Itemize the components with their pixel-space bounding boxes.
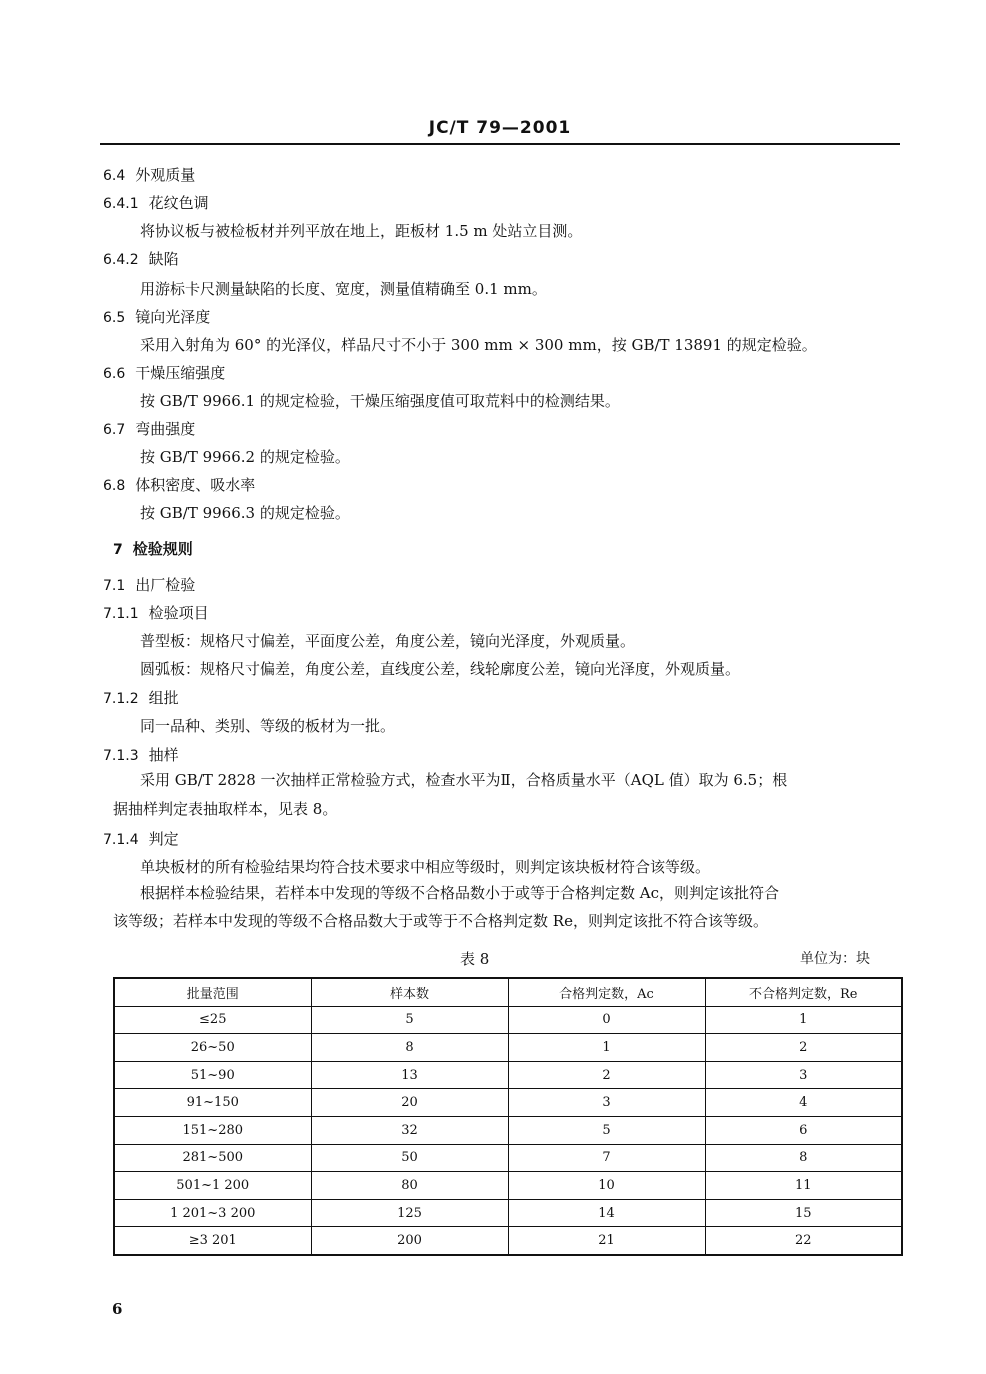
table-row <box>114 1172 902 1200</box>
section-heading <box>103 745 179 766</box>
cell-accept-number: 0 <box>508 1006 705 1034</box>
section-heading <box>113 539 193 560</box>
cell-reject-number: 3 <box>705 1061 902 1089</box>
section-title: 外观质量 <box>135 166 196 184</box>
paragraph-text: 采用入射角为 60° 的光泽仪，样品尺寸不小于 300 mm × 300 mm，按 GB/T 13891 的规定检验。 <box>140 336 817 354</box>
cell-lot-range: ≥3 201 <box>114 1227 311 1255</box>
section-heading <box>103 249 179 270</box>
section-title: 弯曲强度 <box>135 420 196 438</box>
section-heading <box>103 193 209 214</box>
paragraph-text: 将协议板与被检板材并列平放在地上，距板材 1.5 m 处站立目测。 <box>140 222 583 240</box>
paragraph-text: 据抽样判定表抽取样本，见表 8。 <box>113 800 338 818</box>
body-paragraph-line <box>140 221 582 241</box>
section-title: 花纹色调 <box>148 194 209 212</box>
cell-accept-number: 21 <box>508 1227 705 1255</box>
paragraph-text: 按 GB/T 9966.3 的规定检验。 <box>140 504 350 522</box>
table-row <box>114 1199 902 1227</box>
body-paragraph-line <box>140 335 817 355</box>
table-caption: 表 8 <box>460 950 490 968</box>
standard-code-header: JC/T 79—2001 <box>428 118 572 138</box>
section-number: 6.5 <box>103 310 126 326</box>
section-heading <box>103 419 195 440</box>
paragraph-text: 圆弧板：规格尺寸偏差，角度公差，直线度公差，线轮廓度公差，镜向光泽度，外观质量。 <box>140 660 741 678</box>
paragraph-text: 根据样本检验结果，若样本中发现的等级不合格品数小于或等于合格判定数 Ac，则判定该批符合 <box>140 884 780 902</box>
body-paragraph-line <box>140 391 620 411</box>
section-number: 7.1.3 <box>103 748 139 764</box>
cell-lot-range: ≤25 <box>114 1006 311 1034</box>
paragraph-text: 普型板：规格尺寸偏差，平面度公差，角度公差，镜向光泽度，外观质量。 <box>140 632 636 650</box>
cell-sample-size: 5 <box>311 1006 508 1034</box>
body-paragraph-line <box>140 631 635 651</box>
section-title: 判定 <box>148 830 179 848</box>
cell-reject-number: 15 <box>705 1199 902 1227</box>
section-number: 7.1.2 <box>103 691 139 707</box>
cell-reject-number: 2 <box>705 1034 902 1062</box>
body-paragraph-line <box>140 279 547 299</box>
paragraph-text: 该等级；若样本中发现的等级不合格品数大于或等于不合格判定数 Re，则判定该批不符合该等级。 <box>113 912 768 930</box>
cell-accept-number: 14 <box>508 1199 705 1227</box>
body-paragraph-line <box>140 659 740 679</box>
cell-sample-size: 8 <box>311 1034 508 1062</box>
paragraph-text: 用游标卡尺测量缺陷的长度、宽度，测量值精确至 0.1 mm。 <box>140 280 547 298</box>
body-paragraph-line <box>113 799 337 819</box>
cell-lot-range: 1 201~3 200 <box>114 1199 311 1227</box>
body-paragraph-line <box>140 770 787 790</box>
section-title: 体积密度、吸水率 <box>135 476 256 494</box>
section-number: 7.1.4 <box>103 832 139 848</box>
section-title: 干燥压缩强度 <box>135 364 226 382</box>
section-number: 6.4.1 <box>103 196 139 212</box>
table-row <box>114 1089 902 1117</box>
header-lot-range: 批量范围 <box>114 978 311 1006</box>
header-sample-size: 样本数 <box>311 978 508 1006</box>
cell-accept-number: 3 <box>508 1089 705 1117</box>
sampling-table <box>113 977 903 1256</box>
body-paragraph-line <box>140 503 350 523</box>
table-row <box>114 1006 902 1034</box>
page-number: 6 <box>112 1300 123 1318</box>
cell-sample-size: 125 <box>311 1199 508 1227</box>
section-heading <box>103 688 179 709</box>
header-rule <box>100 143 900 145</box>
cell-lot-range: 26~50 <box>114 1034 311 1062</box>
body-paragraph-line <box>140 716 395 736</box>
body-paragraph-line <box>140 883 779 903</box>
cell-accept-number: 10 <box>508 1172 705 1200</box>
cell-sample-size: 20 <box>311 1089 508 1117</box>
section-heading <box>103 307 210 328</box>
table-body <box>114 1006 902 1255</box>
section-title: 出厂检验 <box>135 576 196 594</box>
cell-lot-range: 501~1 200 <box>114 1172 311 1200</box>
cell-lot-range: 91~150 <box>114 1089 311 1117</box>
section-heading <box>103 829 179 850</box>
cell-sample-size: 50 <box>311 1144 508 1172</box>
table-row <box>114 1034 902 1062</box>
section-heading <box>103 603 209 624</box>
cell-reject-number: 22 <box>705 1227 902 1255</box>
table-row <box>114 1144 902 1172</box>
section-title: 镜向光泽度 <box>135 308 211 326</box>
header-accept-number: 合格判定数，Ac <box>508 978 705 1006</box>
cell-lot-range: 281~500 <box>114 1144 311 1172</box>
section-number: 7.1.1 <box>103 606 139 622</box>
cell-reject-number: 1 <box>705 1006 902 1034</box>
section-number: 6.8 <box>103 478 126 494</box>
paragraph-text: 按 GB/T 9966.2 的规定检验。 <box>140 448 350 466</box>
table-row <box>114 1227 902 1255</box>
table-header-row <box>114 978 902 1006</box>
section-title: 抽样 <box>148 746 179 764</box>
cell-sample-size: 32 <box>311 1116 508 1144</box>
cell-lot-range: 51~90 <box>114 1061 311 1089</box>
header-reject-number: 不合格判定数，Re <box>705 978 902 1006</box>
cell-sample-size: 200 <box>311 1227 508 1255</box>
section-title: 缺陷 <box>148 250 179 268</box>
cell-sample-size: 80 <box>311 1172 508 1200</box>
section-number: 6.6 <box>103 366 126 382</box>
cell-reject-number: 8 <box>705 1144 902 1172</box>
cell-sample-size: 13 <box>311 1061 508 1089</box>
section-heading <box>103 475 255 496</box>
section-number: 6.4 <box>103 168 126 184</box>
section-heading <box>103 575 195 596</box>
section-number: 7 <box>113 542 123 558</box>
section-number: 7.1 <box>103 578 126 594</box>
section-heading <box>103 363 225 384</box>
section-title: 检验规则 <box>132 540 193 558</box>
section-number: 6.4.2 <box>103 252 139 268</box>
table-row <box>114 1116 902 1144</box>
body-paragraph-line <box>113 911 768 931</box>
cell-reject-number: 4 <box>705 1089 902 1117</box>
body-paragraph-line <box>140 447 350 467</box>
table-unit: 单位为：块 <box>800 951 870 967</box>
cell-lot-range: 151~280 <box>114 1116 311 1144</box>
paragraph-text: 采用 GB/T 2828 一次抽样正常检验方式，检查水平为Ⅱ，合格质量水平（AQL 值）取为 6.5；根 <box>140 771 788 789</box>
table-row <box>114 1061 902 1089</box>
cell-accept-number: 1 <box>508 1034 705 1062</box>
cell-accept-number: 2 <box>508 1061 705 1089</box>
cell-reject-number: 11 <box>705 1172 902 1200</box>
cell-accept-number: 7 <box>508 1144 705 1172</box>
paragraph-text: 按 GB/T 9966.1 的规定检验，干燥压缩强度值可取荒料中的检测结果。 <box>140 392 620 410</box>
section-title: 检验项目 <box>148 604 209 622</box>
paragraph-text: 单块板材的所有检验结果均符合技术要求中相应等级时，则判定该块板材符合该等级。 <box>140 858 711 876</box>
paragraph-text: 同一品种、类别、等级的板材为一批。 <box>140 717 396 735</box>
section-heading <box>103 165 195 186</box>
cell-reject-number: 6 <box>705 1116 902 1144</box>
cell-accept-number: 5 <box>508 1116 705 1144</box>
section-title: 组批 <box>148 689 179 707</box>
body-paragraph-line <box>140 857 710 877</box>
section-number: 6.7 <box>103 422 126 438</box>
